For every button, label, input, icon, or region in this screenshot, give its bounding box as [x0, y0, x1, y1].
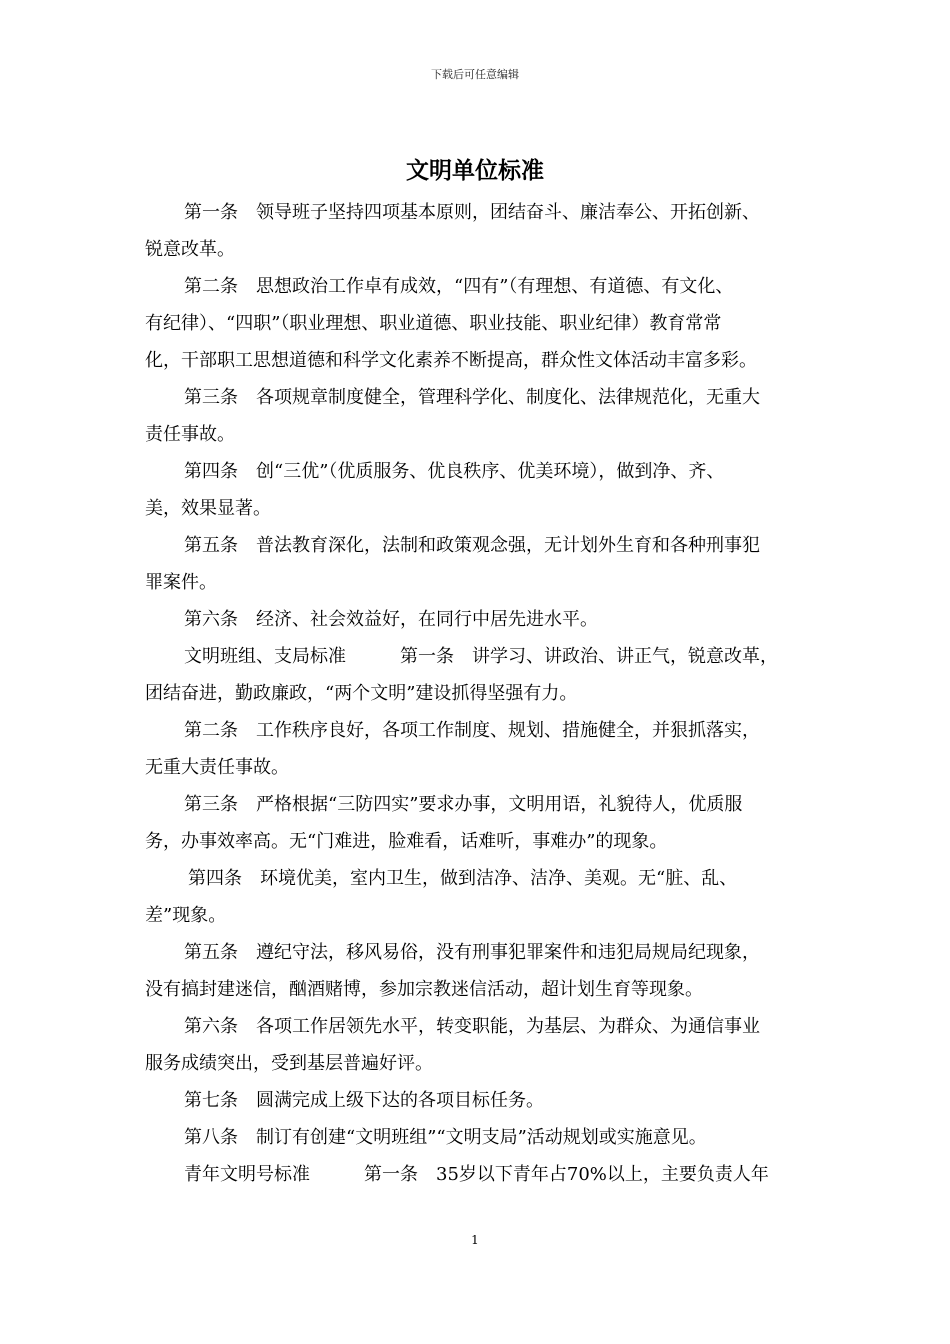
text-line: 第三条 严格根据“三防四实”要求办事，文明用语，礼貌待人，优质服 — [184, 794, 743, 815]
text-line: 罪案件。 — [145, 572, 217, 593]
text-line: 青年文明号标准 第一条 35岁以下青年占70%以上，主要负责人年 — [184, 1164, 769, 1185]
text-line: 差”现象。 — [145, 905, 227, 926]
text-line: 文明班组、支局标准 第一条 讲学习、讲政治、讲正气，锐意改革， — [184, 646, 778, 667]
text-line: 第四条 创“三优”（优质服务、优良秩序、优美环境），做到净、齐、 — [184, 461, 725, 482]
text-line: 无重大责任事故。 — [145, 757, 289, 778]
text-line: 责任事故。 — [145, 424, 235, 445]
text-line: 第五条 普法教育深化，法制和政策观念强，无计划外生育和各种刑事犯 — [184, 535, 760, 556]
page-number: 1 — [471, 1233, 479, 1247]
text-line: 有纪律）、“四职”（职业理想、职业道德、职业技能、职业纪律）教育常常 — [145, 313, 722, 334]
text-line: 第五条 遵纪守法，移风易俗，没有刑事犯罪案件和违犯局规局纪现象， — [184, 942, 760, 963]
text-line: 第六条 经济、社会效益好，在同行中居先进水平。 — [184, 609, 598, 630]
text-line: 第三条 各项规章制度健全，管理科学化、制度化、法律规范化，无重大 — [184, 387, 760, 408]
text-line: 没有搞封建迷信，酗酒赌博，参加宗教迷信活动，超计划生育等现象。 — [145, 979, 703, 1000]
text-line: 第一条 领导班子坚持四项基本原则，团结奋斗、廉洁奉公、开拓创新、 — [184, 202, 760, 223]
text-line: 第八条 制订有创建“文明班组”“文明支局”活动规划或实施意见。 — [184, 1127, 707, 1148]
text-line: 务，办事效率高。无“门难进，脸难看，话难听，事难办”的现象。 — [145, 831, 668, 852]
text-line: 化，干部职工思想道德和科学文化素养不断提高，群众性文体活动丰富多彩。 — [145, 350, 757, 371]
text-line: 第七条 圆满完成上级下达的各项目标任务。 — [184, 1090, 544, 1111]
text-line: 第二条 思想政治工作卓有成效，“四有”（有理想、有道德、有文化、 — [184, 276, 734, 297]
text-line: 第二条 工作秩序良好，各项工作制度、规划、措施健全，并狠抓落实， — [184, 720, 760, 741]
document-title: 文明单位标准 — [406, 158, 544, 184]
text-line: 服务成绩突出，受到基层普遍好评。 — [145, 1053, 433, 1074]
text-line: 锐意改革。 — [145, 239, 235, 260]
text-line: 团结奋进，勤政廉政，“两个文明”建设抓得坚强有力。 — [145, 683, 578, 704]
text-line: 第四条 环境优美，室内卫生，做到洁净、洁净、美观。无“脏、乱、 — [188, 868, 738, 889]
text-line: 第六条 各项工作居领先水平，转变职能，为基层、为群众、为通信事业 — [184, 1016, 760, 1037]
page-header: 下载后可任意编辑 — [431, 68, 519, 81]
text-line: 美，效果显著。 — [145, 498, 271, 519]
